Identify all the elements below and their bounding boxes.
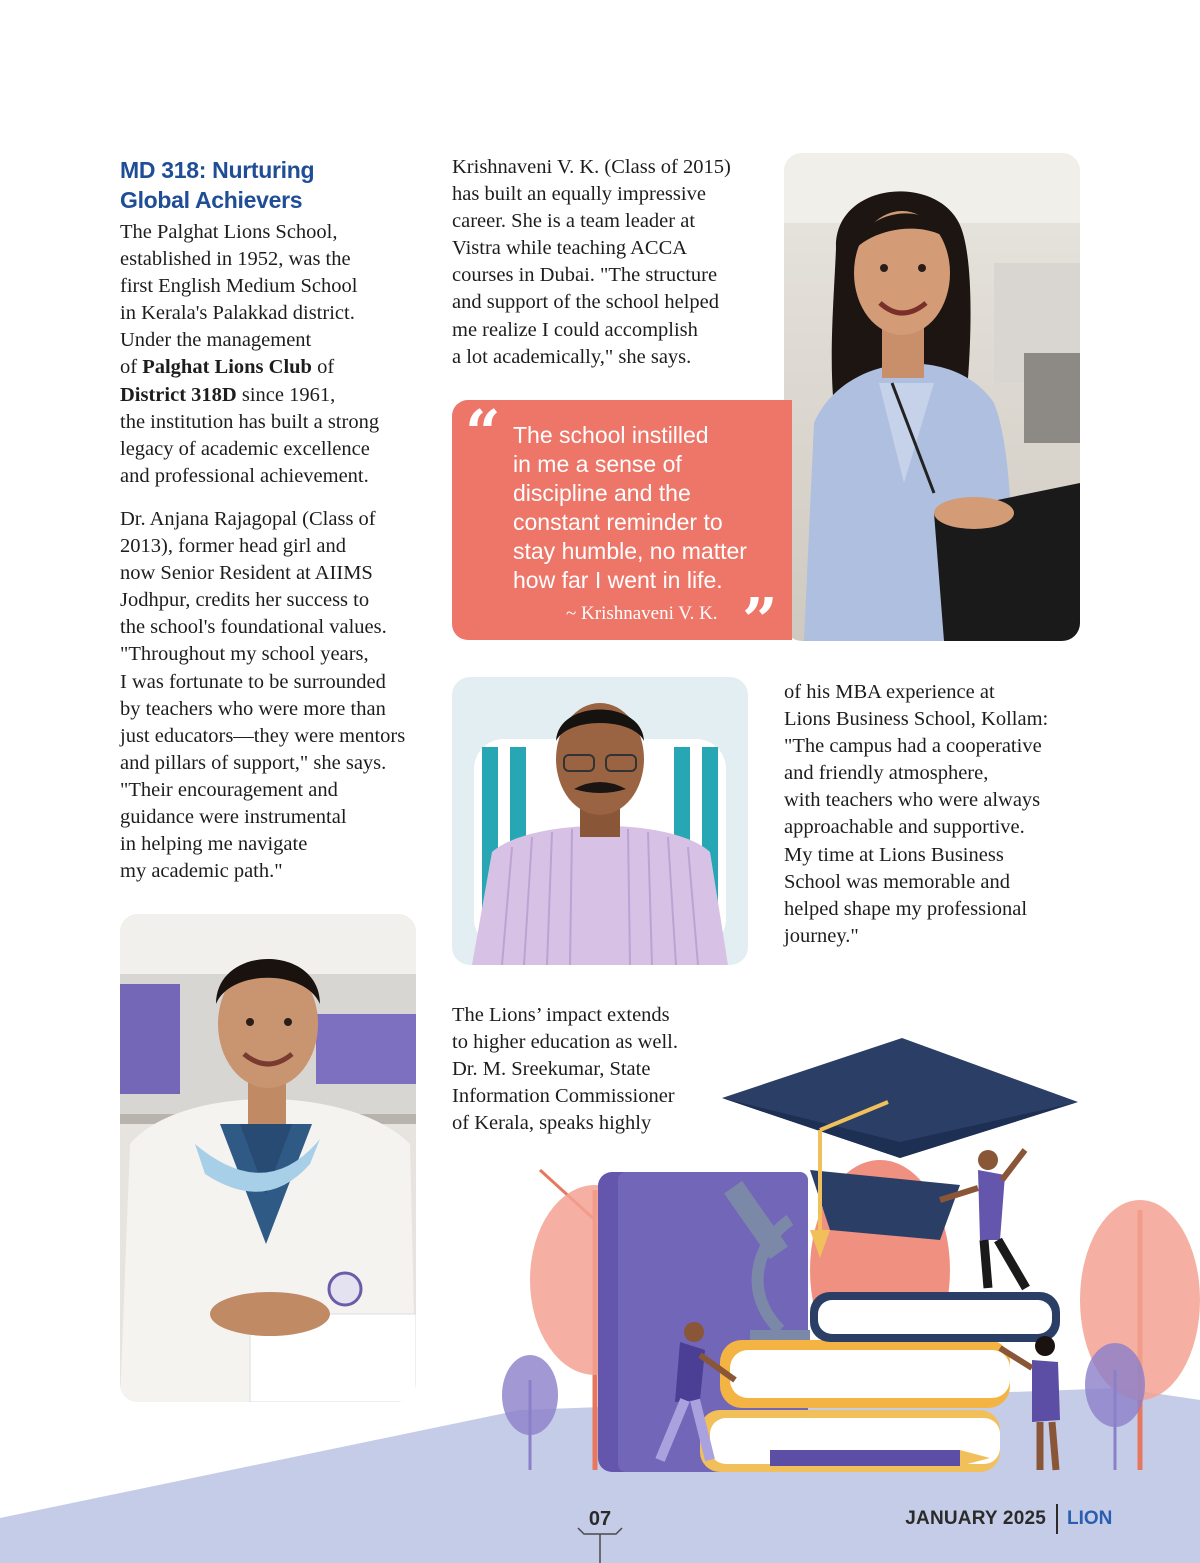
text-line: Information Commissioner	[452, 1085, 675, 1108]
text-line: to higher education as well.	[452, 1031, 679, 1054]
quote-line: stay humble, no matter	[513, 538, 747, 564]
intro-paragraph	[120, 219, 420, 490]
graduation-illustration	[500, 1030, 1200, 1480]
text-line: legacy of academic excellence	[120, 437, 370, 460]
text-line: helped shape my professional	[784, 897, 1028, 920]
heading-line-2: Global Achievers	[120, 187, 303, 213]
person-right-icon	[1000, 1336, 1060, 1470]
photo-krishnaveni	[784, 153, 1080, 641]
text-line: by teachers who were more than	[120, 697, 386, 720]
quote-line: in me a sense of	[513, 451, 682, 477]
text-line: Jodhpur, credits her success to	[120, 589, 370, 612]
anjana-paragraph	[120, 506, 420, 885]
text-line: "Throughout my school years,	[120, 643, 369, 666]
text-line: I was fortunate to be surrounded	[120, 670, 386, 693]
heading-line-1: MD 318: Nurturing	[120, 157, 315, 183]
text-line: of his MBA experience at	[784, 681, 995, 703]
pullquote-attribution: ~ Krishnaveni V. K.	[566, 603, 718, 624]
quote-line: discipline and the	[513, 480, 691, 506]
portrait-illustration	[120, 914, 416, 1402]
quote-line: constant reminder to	[513, 509, 723, 535]
text-line: my academic path."	[120, 860, 283, 883]
photo-anjana	[120, 914, 416, 1402]
pullquote-text	[513, 421, 783, 595]
quote-line: The school instilled	[513, 422, 709, 448]
portrait-illustration	[452, 677, 748, 965]
text-line: The Palghat Lions School,	[120, 221, 338, 243]
text-line: "Their encouragement and	[120, 778, 338, 801]
text-line: in Kerala's Palakkad district.	[120, 302, 355, 325]
text-line	[120, 354, 420, 381]
text-line: me realize I could accomplish	[452, 318, 698, 341]
tree-small-left	[502, 1355, 558, 1470]
text-line: of Kerala, speaks highly	[452, 1112, 652, 1135]
text-line: Dr. Anjana Rajagopal (Class of	[120, 508, 376, 530]
text-line: My time at Lions Business	[784, 843, 1004, 866]
tree-right	[1080, 1200, 1200, 1470]
text-span: of	[120, 356, 143, 379]
text-line: first English Medium School	[120, 275, 358, 298]
text-line: the school's foundational values.	[120, 616, 387, 639]
text-line	[120, 382, 420, 409]
text-line: guidance were instrumental	[120, 806, 347, 829]
text-line: "The campus had a cooperative	[784, 735, 1042, 758]
text-line: has built an equally impressive	[452, 183, 706, 206]
krishnaveni-paragraph	[452, 154, 752, 371]
footer-divider	[1056, 1504, 1058, 1534]
text-line: approachable and supportive.	[784, 816, 1025, 839]
text-line: and friendly atmosphere,	[784, 762, 989, 785]
text-line: 2013), former head girl and	[120, 535, 346, 558]
text-line: and support of the school helped	[452, 291, 720, 314]
text-line: The Lions’ impact extends	[452, 1004, 670, 1026]
district-name: District 318D	[120, 383, 237, 406]
text-line: and professional achievement.	[120, 464, 369, 487]
sreekumar-quote-paragraph	[784, 679, 1084, 950]
text-line: School was memorable and	[784, 870, 1011, 893]
page-number: 07	[588, 1508, 612, 1530]
text-span: since 1961,	[236, 383, 336, 406]
text-span: of	[311, 356, 335, 379]
club-name: Palghat Lions Club	[142, 356, 312, 379]
quote-line: how far I went in life.	[513, 567, 723, 593]
text-line: a lot academically," she says.	[452, 345, 692, 368]
text-line: Vistra while teaching ACCA	[452, 237, 688, 260]
open-quote-icon: “	[465, 396, 501, 469]
text-line: in helping me navigate	[120, 833, 308, 856]
section-heading	[120, 155, 420, 215]
text-line: now Senior Resident at AIIMS	[120, 562, 373, 585]
photo-sreekumar	[452, 677, 748, 965]
portrait-illustration	[784, 153, 1080, 641]
text-line: Dr. M. Sreekumar, State	[452, 1058, 651, 1081]
close-quote-icon: ”	[742, 584, 778, 657]
text-line: and pillars of support," she says.	[120, 751, 387, 774]
tree-small-right	[1085, 1343, 1145, 1470]
text-line: just educators—they were mentors	[120, 724, 406, 747]
text-line: Under the management	[120, 329, 312, 352]
issue-date: JANUARY 2025	[905, 1508, 1046, 1529]
text-line: with teachers who were always	[784, 789, 1041, 812]
text-line: Lions Business School, Kollam:	[784, 708, 1049, 731]
magazine-brand: LION	[1067, 1508, 1113, 1529]
text-line: Krishnaveni V. K. (Class of 2015)	[452, 156, 731, 178]
text-line: established in 1952, was the	[120, 248, 351, 271]
text-line: career. She is a team leader at	[452, 210, 696, 233]
text-line: courses in Dubai. "The structure	[452, 264, 718, 287]
person-top-icon	[940, 1150, 1026, 1288]
text-line: the institution has built a strong	[120, 410, 380, 433]
text-line: journey."	[784, 924, 859, 947]
